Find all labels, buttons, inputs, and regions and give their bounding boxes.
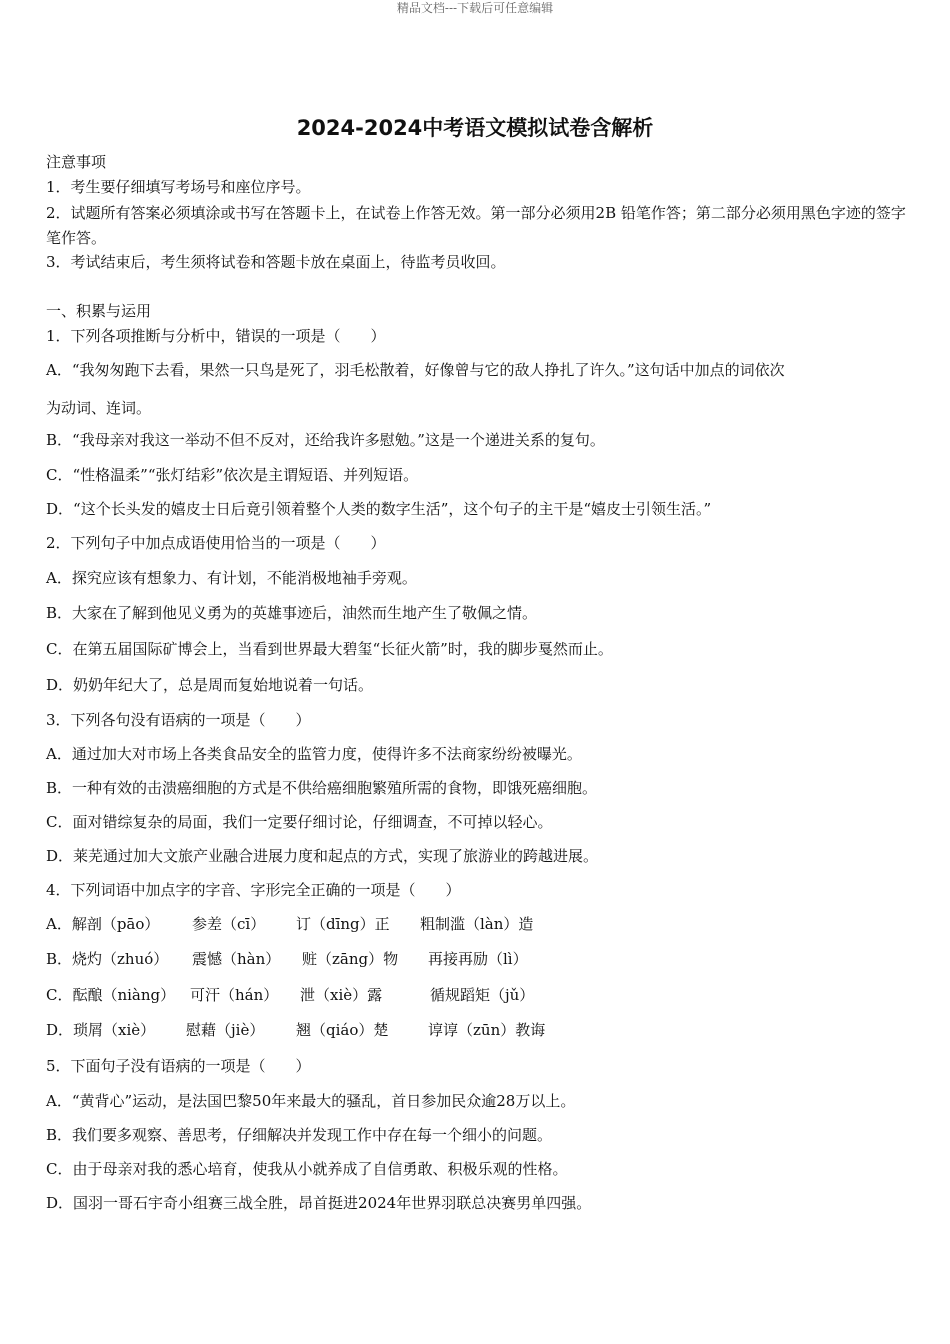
notice-item-2: 2．试题所有答案必须填涂或书写在答题卡上，在试卷上作答无效。第一部分必须用2B 铅笔作答；第二部分必须用黑色字迹的签字笔作答。 <box>46 204 906 247</box>
q4-stem: 4．下列词语中加点字的字音、字形完全正确的一项是（ ） <box>46 881 461 899</box>
q4-b-item-1: B．烧灼（zhuó） <box>46 950 169 968</box>
q4-a-item-1: A．解剖（pāo） <box>46 915 160 933</box>
page-title: 2024-2024中考语文模拟试卷含解析 <box>296 116 654 140</box>
q4-b-item-2: 震憾（hàn） <box>192 950 281 968</box>
q1-stem: 1．下列各项推断与分析中，错误的一项是（ ） <box>46 327 386 345</box>
q4-d-item-2: 慰藉（jiè） <box>186 1021 265 1039</box>
notice-heading: 注意事项 <box>46 153 107 171</box>
q4-c-item-2: 可汗（hán） <box>190 986 279 1004</box>
q4-b-item-3: 赃（zāng）物 <box>302 950 399 968</box>
q4-a-item-3: 订（dīng）正 <box>296 915 390 933</box>
q5-option-b: B．我们要多观察、善思考，仔细解决并发现工作中存在每一个细小的问题。 <box>46 1126 553 1144</box>
q5-option-a: A．“黄背心”运动，是法国巴黎50年来最大的骚乱，首日参加民众逾28万以上。 <box>46 1092 576 1110</box>
q4-a-item-2: 参差（cī） <box>192 915 266 933</box>
q2-option-d: D．奶奶年纪大了，总是周而复始地说着一句话。 <box>46 676 374 694</box>
q4-d-item-3: 翘（qiáo）楚 <box>296 1021 389 1039</box>
q4-c-item-1: C．酝酿（niàng） <box>46 986 176 1004</box>
q2-stem: 2．下列句子中加点成语使用恰当的一项是（ ） <box>46 534 386 552</box>
notice-item-1: 1．考生要仔细填写考场号和座位序号。 <box>46 178 311 196</box>
q1-option-b: B．“我母亲对我这一举动不但不反对，还给我许多慰勉。”这是一个递进关系的复句。 <box>46 431 605 449</box>
q4-b-item-4: 再接再励（lì） <box>428 950 528 968</box>
q3-option-b: B．一种有效的击溃癌细胞的方式是不供给癌细胞繁殖所需的食物，即饿死癌细胞。 <box>46 779 598 797</box>
page-header: 精品文档---下载后可任意编辑 <box>396 1 554 15</box>
q1-option-a-line2: 为动词、连词。 <box>46 399 152 417</box>
q3-option-a: A．通过加大对市场上各类食品安全的监管力度，使得许多不法商家纷纷被曝光。 <box>46 745 582 763</box>
q1-option-a-line1: A．“我匆匆跑下去看，果然一只鸟是死了，羽毛松散着，好像曾与它的敌人挣扎了许久。”这句话中加点的词依次 <box>46 361 785 379</box>
q1-option-c: C．“性格温柔”“张灯结彩”依次是主谓短语、并列短语。 <box>46 466 419 484</box>
q4-d-item-4: 谆谆（zūn）教诲 <box>428 1021 546 1039</box>
q2-option-a: A．探究应该有想象力、有计划，不能消极地袖手旁观。 <box>46 569 417 587</box>
q4-c-item-3: 泄（xiè）露 <box>300 986 383 1004</box>
q5-stem: 5．下面句子没有语病的一项是（ ） <box>46 1057 311 1075</box>
q3-stem: 3．下列各句没有语病的一项是（ ） <box>46 711 311 729</box>
q3-option-c: C．面对错综复杂的局面，我们一定要仔细讨论，仔细调查，不可掉以轻心。 <box>46 813 553 831</box>
section-heading: 一、积累与运用 <box>46 302 152 320</box>
q4-c-item-4: 循规蹈矩（jǔ） <box>430 986 535 1004</box>
q5-option-d: D．国羽一哥石宇奇小组赛三战全胜，昂首挺进2024年世界羽联总决赛男单四强。 <box>46 1194 592 1212</box>
q2-option-c: C．在第五届国际矿博会上，当看到世界最大碧玺“长征火箭”时，我的脚步戛然而止。 <box>46 640 613 658</box>
q1-option-d: D．“这个长头发的嬉皮士日后竟引领着整个人类的数字生活”，这个句子的主干是“嬉皮士引领生活。” <box>46 500 712 518</box>
q4-d-item-1: D．琐屑（xiè） <box>46 1021 156 1039</box>
q3-option-d: D．莱芜通过加大文旅产业融合进展力度和起点的方式，实现了旅游业的跨越进展。 <box>46 847 599 865</box>
q4-a-item-4: 粗制滥（làn）造 <box>420 915 534 933</box>
q2-option-b: B．大家在了解到他见义勇为的英雄事迹后，油然而生地产生了敬佩之情。 <box>46 604 538 622</box>
notice-item-3: 3．考试结束后，考生须将试卷和答题卡放在桌面上，待监考员收回。 <box>46 253 506 271</box>
q5-option-c: C．由于母亲对我的悉心培育，使我从小就养成了自信勇敢、积极乐观的性格。 <box>46 1160 568 1178</box>
